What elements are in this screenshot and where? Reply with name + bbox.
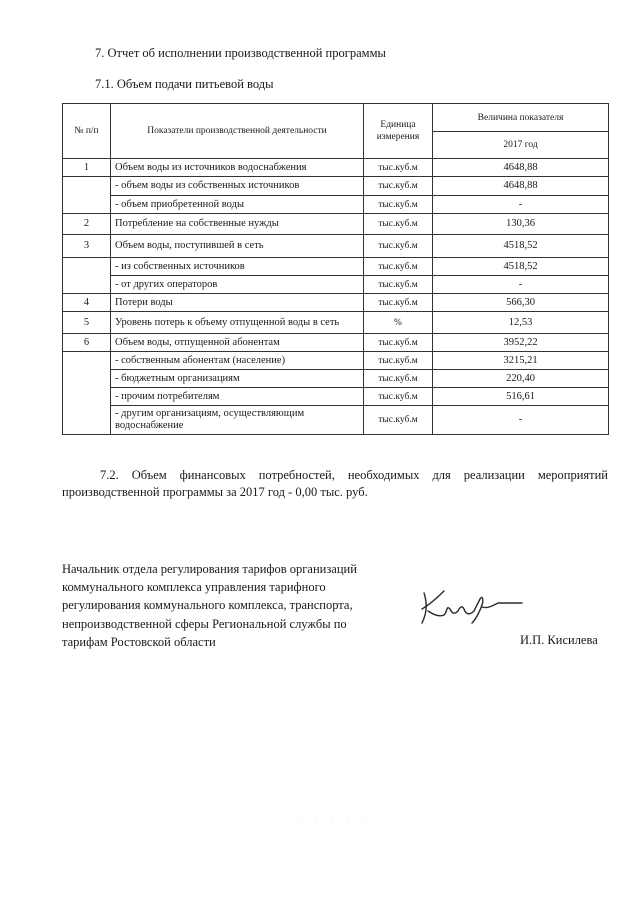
table-row [63,312,609,334]
signatory-line: тарифам Ростовской области [62,634,216,649]
row-value: 3952,22 [433,334,609,352]
table-row [63,258,609,276]
row-num [63,276,111,294]
row-num [63,370,111,388]
row-value: 220,40 [433,370,609,388]
row-indicator: - объем приобретенной воды [111,196,364,214]
row-num: 2 [63,214,111,235]
row-indicator: - другим организациям, осуществляющим водоснабжение [111,406,364,435]
row-num [63,258,111,276]
row-unit: тыс.куб.м [364,334,433,352]
row-unit: тыс.куб.м [364,258,433,276]
header-value-group: Величина показателя [433,104,609,132]
table-row [63,334,609,352]
row-value: 3215,21 [433,352,609,370]
signatory-line: регулирования коммунального комплекса, транспорта, [62,598,353,613]
row-num: 1 [63,159,111,177]
row-indicator: - прочим потребителям [111,388,364,406]
row-indicator: Объем воды из источников водоснабжения [111,159,364,177]
row-unit: тыс.куб.м [364,177,433,196]
row-indicator: Потери воды [111,294,364,312]
table-row [63,352,609,370]
handwritten-signature [418,585,528,627]
row-indicator: Уровень потерь к объему отпущенной воды в сеть [111,312,364,334]
paragraph-7-2-text: 7.2. Объем финансовых потребностей, необходимых для реализации мероприятий производственной программы за 2017 год - 0,00 тыс. руб. [62,468,608,499]
signatory-line: коммунального комплекса управления тарифного [62,580,326,595]
row-indicator: - от других операторов [111,276,364,294]
row-unit: % [364,312,433,334]
scan-artifact-dots: · · · · · [300,820,370,826]
row-value: 12,53 [433,312,609,334]
row-value: 130,36 [433,214,609,235]
row-unit: тыс.куб.м [364,159,433,177]
row-indicator: - собственным абонентам (население) [111,352,364,370]
row-unit: тыс.куб.м [364,370,433,388]
table-row [63,159,609,177]
row-num: 4 [63,294,111,312]
row-indicator: - объем воды из собственных источников [111,177,364,196]
table-row [63,214,609,235]
header-indicator: Показатели производственной деятельности [111,104,364,159]
row-unit: тыс.куб.м [364,196,433,214]
row-unit: тыс.куб.м [364,235,433,258]
row-indicator: - из собственных источников [111,258,364,276]
row-unit: тыс.куб.м [364,388,433,406]
water-supply-table [62,103,609,435]
row-unit: тыс.куб.м [364,214,433,235]
signatory-line: Начальник отдела регулирования тарифов организаций [62,562,357,576]
row-value: 566,30 [433,294,609,312]
row-num: 6 [63,334,111,352]
row-indicator: Потребление на собственные нужды [111,214,364,235]
section-title: 7. Отчет об исполнении производственной программы [95,46,386,60]
row-num [63,352,111,370]
row-num [63,388,111,406]
row-indicator: - бюджетным организациям [111,370,364,388]
row-num [63,196,111,214]
table-row [63,276,609,294]
subsection-title: 7.1. Объем подачи питьевой воды [95,77,274,91]
row-value: 4648,88 [433,159,609,177]
row-unit: тыс.куб.м [364,352,433,370]
signatory-position [62,560,392,651]
signatory-name: И.П. Кисилева [520,633,598,647]
row-value: 4648,88 [433,177,609,196]
row-num: 3 [63,235,111,258]
row-value: 4518,52 [433,235,609,258]
row-indicator: Объем воды, поступившей в сеть [111,235,364,258]
row-num [63,406,111,435]
table-row [63,388,609,406]
paragraph-7-2 [62,467,608,501]
row-value: 516,61 [433,388,609,406]
table-row [63,235,609,258]
row-value: 4518,52 [433,258,609,276]
row-unit: тыс.куб.м [364,294,433,312]
row-value: - [433,276,609,294]
header-unit: Единица измерения [364,104,433,159]
row-unit: тыс.куб.м [364,406,433,435]
signatory-line: непроизводственной сферы Региональной службы по [62,616,347,631]
table-row [63,294,609,312]
table-row [63,370,609,388]
table-row [63,177,609,196]
row-value: - [433,406,609,435]
table-row [63,406,609,435]
header-year: 2017 год [433,132,609,159]
row-value: - [433,196,609,214]
row-indicator: Объем воды, отпущенной абонентам [111,334,364,352]
table-row [63,196,609,214]
row-num: 5 [63,312,111,334]
row-num [63,177,111,196]
header-num: № п/п [63,104,111,159]
row-unit: тыс.куб.м [364,276,433,294]
